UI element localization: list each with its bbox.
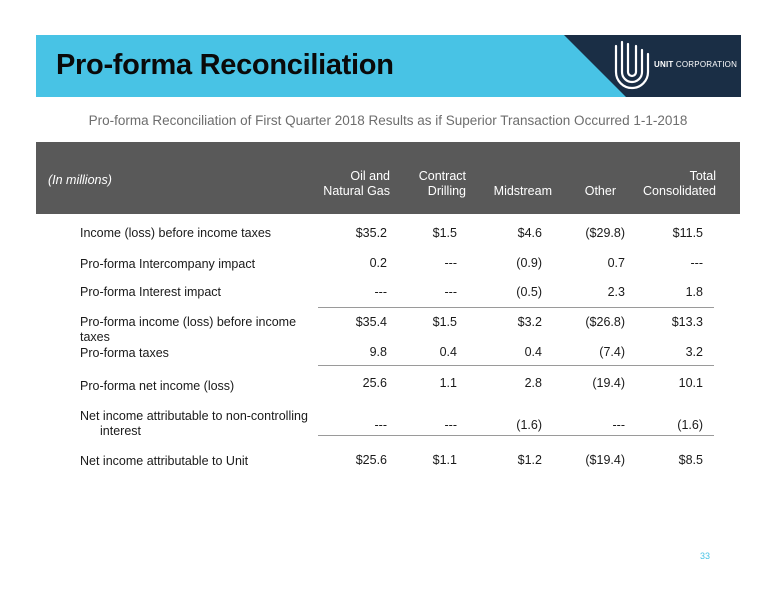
value-oil-gas: $35.4 [355, 315, 387, 329]
value-midstream: 2.8 [524, 376, 542, 390]
company-logo [608, 40, 738, 92]
row-label: Pro-forma Interest impact [80, 285, 222, 299]
value-total: 1.8 [685, 285, 703, 299]
page-number: 33 [700, 551, 711, 561]
value-other: --- [612, 418, 625, 432]
value-total: 10.1 [678, 376, 703, 390]
value-midstream: (0.9) [516, 256, 542, 270]
value-midstream: $3.2 [517, 315, 542, 329]
table-header [36, 142, 740, 214]
value-midstream: $4.6 [517, 226, 542, 240]
value-contract-drilling: 1.1 [439, 376, 457, 390]
value-oil-gas: 9.8 [369, 345, 387, 359]
value-contract-drilling: --- [444, 285, 457, 299]
row-label: Pro-forma income (loss) before income taxes [80, 315, 297, 344]
value-total: (1.6) [677, 418, 703, 432]
value-midstream: (1.6) [516, 418, 542, 432]
value-midstream: $1.2 [517, 453, 542, 467]
value-other: ($19.4) [585, 453, 625, 467]
value-other: ($26.8) [585, 315, 625, 329]
value-oil-gas: --- [374, 418, 387, 432]
subtotal-rule [318, 365, 714, 366]
value-total: $11.5 [672, 226, 703, 240]
logo-wordmark: UNIT CORPORATION [654, 60, 738, 69]
column-header-contract-drilling: Contract Drilling [418, 169, 466, 198]
row-label: Net income attributable to Unit [80, 454, 249, 468]
value-oil-gas: 25.6 [362, 376, 387, 390]
value-oil-gas: $25.6 [355, 453, 387, 467]
value-oil-gas: 0.2 [369, 256, 387, 270]
value-contract-drilling: $1.1 [432, 453, 457, 467]
row-label: Pro-forma Intercompany impact [80, 257, 256, 271]
value-midstream: (0.5) [516, 285, 542, 299]
value-total: --- [690, 256, 703, 270]
column-header-other: Other [584, 184, 616, 198]
column-header-oil-gas: Oil and Natural Gas [323, 169, 390, 198]
subtotal-rule [318, 307, 714, 308]
slide-subtitle: Pro-forma Reconciliation of First Quarter 2018 Results as if Superior Transaction Occurred 1-1-2018 [88, 113, 688, 128]
value-total: 3.2 [685, 345, 703, 359]
units-label: (In millions) [48, 173, 112, 187]
value-contract-drilling: 0.4 [439, 345, 457, 359]
row-label: Pro-forma taxes [80, 346, 169, 360]
unit-u-mark-icon [612, 40, 652, 92]
value-contract-drilling: --- [444, 418, 457, 432]
value-contract-drilling: --- [444, 256, 457, 270]
value-other: (19.4) [592, 376, 625, 390]
value-contract-drilling: $1.5 [432, 226, 457, 240]
column-header-total-consolidated: Total Consolidated [643, 169, 716, 198]
value-other: 0.7 [607, 256, 625, 270]
value-oil-gas: --- [374, 285, 387, 299]
value-other: 2.3 [607, 285, 625, 299]
column-header-midstream: Midstream [493, 184, 552, 198]
value-other: ($29.8) [585, 226, 625, 240]
page-title: Pro-forma Reconciliation [56, 49, 394, 81]
value-contract-drilling: $1.5 [432, 315, 457, 329]
value-total: $13.3 [671, 315, 703, 329]
row-label: Income (loss) before income taxes [80, 226, 272, 240]
row-label: Pro-forma net income (loss) [80, 379, 235, 393]
value-oil-gas: $35.2 [355, 226, 387, 240]
value-midstream: 0.4 [524, 345, 542, 359]
subtotal-rule [318, 435, 714, 436]
value-other: (7.4) [599, 345, 625, 359]
title-banner [36, 35, 741, 97]
value-total: $8.5 [678, 453, 703, 467]
row-label: Net income attributable to non-controlling interest [80, 409, 308, 438]
